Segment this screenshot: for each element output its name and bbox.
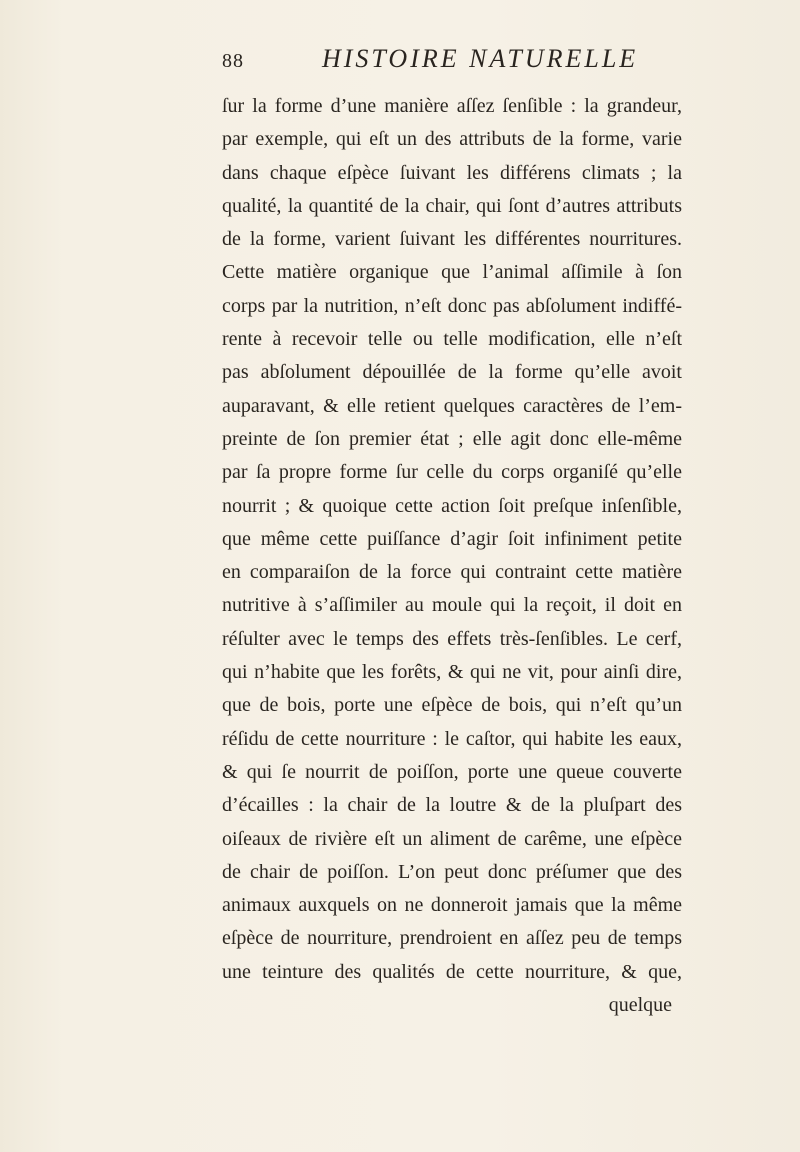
text-line: par exemple, qui eſt un des attributs de la forme, varie [222, 128, 682, 151]
text-line: en comparaiſon de la force qui contraint cette matière [222, 561, 682, 584]
text-line: Cette matière organique que l’animal aſſimile à ſon [222, 261, 682, 284]
text-line: eſpèce de nourriture, prendroient en aſſez peu de temps [222, 927, 682, 950]
text-line: rente à recevoir telle ou telle modification, elle n’eſt [222, 328, 682, 351]
page-number: 88 [222, 50, 244, 72]
text-line: réſulter avec le temps des effets très-ſenſibles. Le cerf, [222, 627, 682, 650]
running-title: HISTOIRE NATURELLE [322, 44, 639, 73]
text-line: nourrit ; & quoique cette action ſoit preſque inſenſible, [222, 494, 682, 517]
text-line: que de bois, porte une eſpèce de bois, qui n’eſt qu’un [222, 694, 682, 717]
text-line: corps par la nutrition, n’eſt donc pas abſolument indiffé- [222, 294, 682, 317]
text-line: réſidu de cette nourriture : le caſtor, qui habite les eaux, [222, 727, 682, 750]
text-line: animaux auxquels on ne donneroit jamais que la même [222, 894, 682, 917]
text-line: preinte de ſon premier état ; elle agit donc elle-même [222, 427, 682, 450]
text-line: ſur la forme d’une manière aſſez ſenſible : la grandeur, [222, 95, 682, 117]
text-line: qualité, la quantité de la chair, qui ſont d’autres attributs [222, 194, 682, 217]
text-line: une teinture des qualités de cette nourriture, & que, [222, 960, 682, 983]
text-line: d’écailles : la chair de la loutre & de la pluſpart des [222, 794, 682, 817]
text-line: nutritive à s’aſſimiler au moule qui la reçoit, il doit en [222, 594, 682, 617]
text-line: auparavant, & elle retient quelques caractères de l’em- [222, 394, 682, 417]
text-line: oiſeaux de rivière eſt un aliment de carême, une eſpèce [222, 827, 682, 850]
text-line: & qui ſe nourrit de poiſſon, porte une queue couverte [222, 760, 682, 783]
text-line: que même cette puiſſance d’agir ſoit infiniment petite [222, 527, 682, 550]
catchword: quelque [608, 994, 672, 1017]
text-line: pas abſolument dépouillée de la forme qu’elle avoit [222, 361, 682, 384]
text-line: de chair de poiſſon. L’on peut donc préſumer que des [222, 860, 682, 883]
body-text [222, 90, 682, 1022]
text-line: dans chaque eſpèce ſuivant les différens climats ; la [222, 161, 682, 184]
text-line: de la forme, varient ſuivant les différentes nourritures. [222, 228, 682, 251]
running-head [222, 44, 682, 94]
text-line: qui n’habite que les forêts, & qui ne vit, pour ainſi dire, [222, 661, 682, 684]
text-line: par ſa propre forme ſur celle du corps organiſé qu’elle [222, 461, 682, 484]
